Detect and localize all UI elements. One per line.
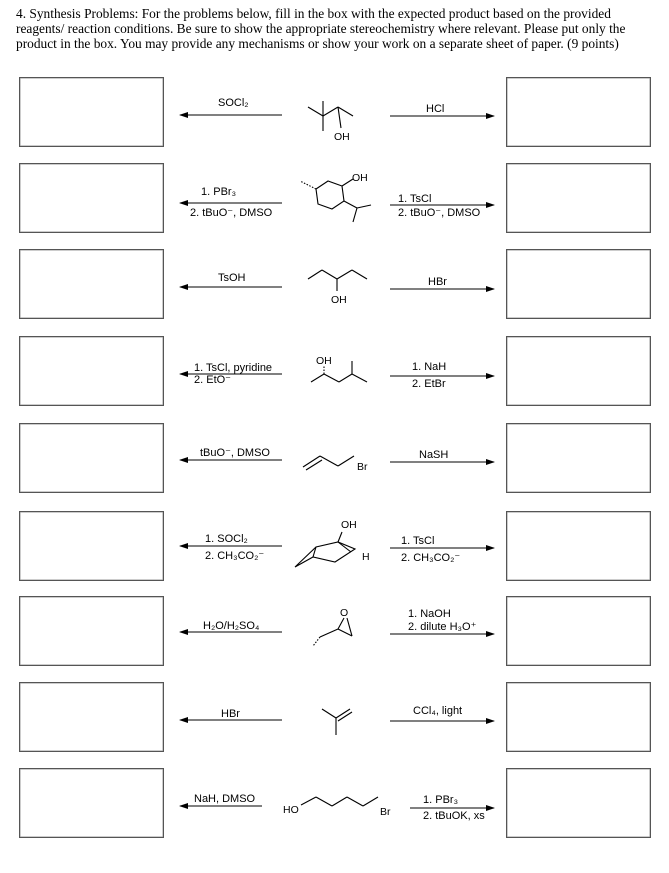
molecule-5 [303, 456, 354, 470]
reagent-1-right: HCl [426, 103, 445, 115]
reagent-4-left-step1: 1. TsCl, pyridine [194, 362, 273, 374]
molecule-6 [295, 532, 355, 567]
atom-1-oh: OH [334, 131, 350, 143]
reagent-9-left: NaH, DMSO [194, 793, 256, 805]
reagent-1-left: SOCl₂ [218, 97, 249, 109]
molecule-8 [322, 709, 352, 735]
reagent-4-right-step2: 2. EtBr [412, 378, 446, 390]
molecule-2 [300, 179, 371, 222]
reagent-7-right-step2: 2. dilute H₃O⁺ [408, 621, 477, 633]
reagent-6-left-step2: 2. CH₃CO₂⁻ [205, 550, 265, 562]
reagent-6-right-step2: 2. CH₃CO₂⁻ [401, 552, 461, 564]
atom-6-oh: OH [341, 519, 357, 531]
molecule-1 [308, 101, 353, 131]
reagent-6-left-step1: 1. SOCl₂ [205, 533, 248, 545]
reagent-6-right-step1: 1. TsCl [401, 535, 435, 547]
reagent-7-right-step1: 1. NaOH [408, 608, 451, 620]
atom-4-oh: OH [316, 355, 332, 367]
molecule-9 [301, 797, 378, 806]
atom-5-br: Br [357, 461, 368, 473]
reagent-8-right: CCl₄, light [413, 705, 463, 717]
reagent-2-left-step2: 2. tBuO⁻, DMSO [190, 207, 273, 219]
molecule-3 [308, 270, 367, 291]
atom-9-br: Br [380, 806, 391, 818]
reagent-5-left: tBuO⁻, DMSO [200, 447, 270, 459]
atom-6-h: H [362, 551, 370, 563]
reagent-7-left: H₂O/H₂SO₄ [203, 620, 260, 632]
reagent-9-right-step2: 2. tBuOK, xs [423, 810, 485, 822]
reagent-2-left-step1: 1. PBr₃ [201, 186, 237, 198]
reagent-8-left: HBr [221, 708, 240, 720]
molecule-7 [313, 618, 352, 646]
atom-9-ho: HO [283, 804, 299, 816]
reagent-3-right: HBr [428, 276, 447, 288]
reagent-9-right-step1: 1. PBr₃ [423, 794, 459, 806]
reagent-4-right-step1: 1. NaH [412, 361, 447, 373]
instructions-text: 4. Synthesis Problems: For the problems below, fill in the box with the expected product based on the provided reagents/ reaction conditions. Be sure to show the appropriate stereochemistry where relevant. Please put only the product in the box. You may provide any mechanisms or show your work on a separate sheet of paper. (9 points) [16, 6, 626, 51]
reagent-3-left: TsOH [218, 272, 246, 284]
reagent-5-right: NaSH [419, 449, 449, 461]
atom-3-oh: OH [331, 294, 347, 306]
reagent-2-right-step1: 1. TsCl [398, 193, 432, 205]
atom-7-o: O [340, 607, 349, 619]
reagent-4-left-step2: 2. EtO⁻ [194, 374, 231, 386]
atom-2-oh: OH [352, 172, 368, 184]
reagent-2-right-step2: 2. tBuO⁻, DMSO [398, 207, 481, 219]
